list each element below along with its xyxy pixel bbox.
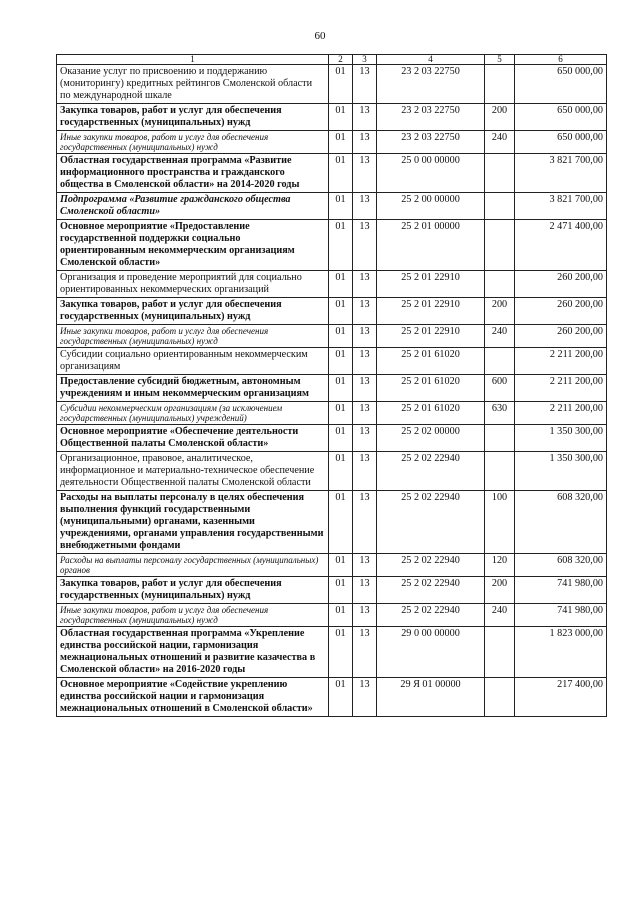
row-name-cell: Закупка товаров, работ и услуг для обеспечения государственных (муниципальных) нужд [57,577,329,604]
row-expense-type-cell [485,452,515,491]
row-subsection-cell: 13 [353,131,377,154]
row-section-cell: 01 [329,193,353,220]
header-col-2: 2 [329,55,353,65]
row-target-article-cell: 25 2 02 22940 [377,604,485,627]
row-expense-type-cell: 120 [485,554,515,577]
row-subsection-cell: 13 [353,65,377,104]
row-expense-type-cell: 200 [485,104,515,131]
row-section-cell: 01 [329,452,353,491]
row-amount-cell: 260 200,00 [515,325,607,348]
row-expense-type-cell [485,193,515,220]
table-row [57,604,607,627]
row-subsection-cell: 13 [353,104,377,131]
row-section-cell: 01 [329,678,353,717]
row-expense-type-cell: 240 [485,131,515,154]
row-target-article-cell: 29 Я 01 00000 [377,678,485,717]
row-name-cell: Оказание услуг по присвоению и поддержанию (мониторингу) кредитных рейтингов Смоленской области по международной шкале [57,65,329,104]
row-name-cell: Субсидии социально ориентированным некоммерческим организациям [57,348,329,375]
row-expense-type-cell [485,220,515,271]
table-row [57,104,607,131]
row-section-cell: 01 [329,425,353,452]
row-subsection-cell: 13 [353,452,377,491]
row-amount-cell: 217 400,00 [515,678,607,717]
row-amount-cell: 2 211 200,00 [515,348,607,375]
row-amount-cell: 741 980,00 [515,604,607,627]
row-subsection-cell: 13 [353,220,377,271]
table-body [57,65,607,717]
row-target-article-cell: 25 2 00 00000 [377,193,485,220]
row-name-cell: Закупка товаров, работ и услуг для обеспечения государственных (муниципальных) нужд [57,298,329,325]
row-expense-type-cell [485,271,515,298]
row-name-cell: Расходы на выплаты персоналу в целях обеспечения выполнения функций государственными (муниципальными) органами, казенными учреждениями, органами управления государственными внебюджетными фондами [57,491,329,554]
table-row [57,577,607,604]
table-row [57,678,607,717]
row-subsection-cell: 13 [353,604,377,627]
row-amount-cell: 741 980,00 [515,577,607,604]
row-target-article-cell: 23 2 03 22750 [377,131,485,154]
row-target-article-cell: 25 2 01 22910 [377,325,485,348]
row-target-article-cell: 25 2 02 22940 [377,452,485,491]
row-subsection-cell: 13 [353,348,377,375]
row-subsection-cell: 13 [353,491,377,554]
table-row [57,491,607,554]
table-row [57,271,607,298]
row-expense-type-cell: 600 [485,375,515,402]
row-subsection-cell: 13 [353,402,377,425]
table-row [57,425,607,452]
table-row [57,220,607,271]
row-expense-type-cell [485,425,515,452]
table-row [57,298,607,325]
row-section-cell: 01 [329,491,353,554]
row-target-article-cell: 25 2 02 22940 [377,554,485,577]
row-expense-type-cell [485,627,515,678]
row-amount-cell: 260 200,00 [515,271,607,298]
row-subsection-cell: 13 [353,627,377,678]
row-amount-cell: 608 320,00 [515,491,607,554]
row-section-cell: 01 [329,375,353,402]
table-row [57,325,607,348]
row-expense-type-cell: 240 [485,325,515,348]
row-section-cell: 01 [329,65,353,104]
row-section-cell: 01 [329,325,353,348]
row-name-cell: Иные закупки товаров, работ и услуг для обеспечения государственных (муниципальных) нужд [57,325,329,348]
row-target-article-cell: 25 0 00 00000 [377,154,485,193]
table-row [57,65,607,104]
row-section-cell: 01 [329,348,353,375]
row-target-article-cell: 25 2 02 22940 [377,577,485,604]
row-name-cell: Основное мероприятие «Содействие укреплению единства российской нации и гармонизация межнациональных отношений в Смоленской области» [57,678,329,717]
row-name-cell: Основное мероприятие «Обеспечение деятельности Общественной палаты Смоленской области» [57,425,329,452]
header-col-1: 1 [57,55,329,65]
row-subsection-cell: 13 [353,193,377,220]
row-name-cell: Иные закупки товаров, работ и услуг для обеспечения государственных (муниципальных) нужд [57,604,329,627]
row-target-article-cell: 23 2 03 22750 [377,65,485,104]
table-row [57,402,607,425]
table-row [57,452,607,491]
row-amount-cell: 3 821 700,00 [515,193,607,220]
header-col-5: 5 [485,55,515,65]
row-section-cell: 01 [329,104,353,131]
row-expense-type-cell [485,154,515,193]
row-amount-cell: 2 211 200,00 [515,375,607,402]
header-col-6: 6 [515,55,607,65]
row-amount-cell: 3 821 700,00 [515,154,607,193]
row-section-cell: 01 [329,298,353,325]
row-section-cell: 01 [329,220,353,271]
row-amount-cell: 650 000,00 [515,131,607,154]
table-row [57,154,607,193]
row-amount-cell: 2 211 200,00 [515,402,607,425]
row-subsection-cell: 13 [353,298,377,325]
row-section-cell: 01 [329,604,353,627]
page-number: 60 [314,30,326,42]
row-subsection-cell: 13 [353,325,377,348]
row-expense-type-cell [485,348,515,375]
row-section-cell: 01 [329,577,353,604]
row-name-cell: Основное мероприятие «Предоставление государственной поддержки социально ориентированным некоммерческим организациям Смоленской области» [57,220,329,271]
row-name-cell: Организация и проведение мероприятий для социально ориентированных некоммерческих организаций [57,271,329,298]
row-section-cell: 01 [329,271,353,298]
row-name-cell: Областная государственная программа «Укрепление единства российской нации, гармонизация межнациональных отношений и развитие казачества в Смоленской области» на 2016-2020 годы [57,627,329,678]
row-name-cell: Иные закупки товаров, работ и услуг для обеспечения государственных (муниципальных) нужд [57,131,329,154]
row-name-cell: Подпрограмма «Развитие гражданского общества Смоленской области» [57,193,329,220]
table-header-row [57,55,607,65]
row-subsection-cell: 13 [353,271,377,298]
row-subsection-cell: 13 [353,678,377,717]
row-subsection-cell: 13 [353,425,377,452]
row-section-cell: 01 [329,627,353,678]
row-expense-type-cell: 240 [485,604,515,627]
row-subsection-cell: 13 [353,554,377,577]
row-section-cell: 01 [329,554,353,577]
row-amount-cell: 1 350 300,00 [515,425,607,452]
row-amount-cell: 1 823 000,00 [515,627,607,678]
row-target-article-cell: 25 2 01 61020 [377,402,485,425]
row-expense-type-cell: 200 [485,577,515,604]
row-name-cell: Расходы на выплаты персоналу государственных (муниципальных) органов [57,554,329,577]
row-amount-cell: 260 200,00 [515,298,607,325]
row-expense-type-cell [485,678,515,717]
row-name-cell: Организационное, правовое, аналитическое, информационное и материально-техническое обеспечение деятельности Общественной палаты Смоленской области [57,452,329,491]
budget-table [56,54,607,717]
table-row [57,627,607,678]
row-subsection-cell: 13 [353,577,377,604]
row-section-cell: 01 [329,402,353,425]
table-row [57,131,607,154]
row-target-article-cell: 25 2 02 00000 [377,425,485,452]
row-name-cell: Областная государственная программа «Развитие информационного пространства и гражданского общества в Смоленской области» на 2014-2020 годы [57,154,329,193]
row-amount-cell: 2 471 400,00 [515,220,607,271]
row-target-article-cell: 25 2 01 61020 [377,375,485,402]
table-row [57,554,607,577]
row-expense-type-cell: 200 [485,298,515,325]
row-target-article-cell: 25 2 02 22940 [377,491,485,554]
row-section-cell: 01 [329,131,353,154]
row-target-article-cell: 29 0 00 00000 [377,627,485,678]
table-row [57,348,607,375]
row-target-article-cell: 25 2 01 22910 [377,271,485,298]
row-target-article-cell: 23 2 03 22750 [377,104,485,131]
row-name-cell: Закупка товаров, работ и услуг для обеспечения государственных (муниципальных) нужд [57,104,329,131]
row-target-article-cell: 25 2 01 61020 [377,348,485,375]
row-name-cell: Предоставление субсидий бюджетным, автономным учреждениям и иным некоммерческим организациям [57,375,329,402]
row-amount-cell: 650 000,00 [515,65,607,104]
row-amount-cell: 650 000,00 [515,104,607,131]
row-subsection-cell: 13 [353,154,377,193]
row-expense-type-cell [485,65,515,104]
table-row [57,375,607,402]
header-col-4: 4 [377,55,485,65]
row-subsection-cell: 13 [353,375,377,402]
row-target-article-cell: 25 2 01 22910 [377,298,485,325]
table-row [57,193,607,220]
row-name-cell: Субсидии некоммерческим организациям (за исключением государственных (муниципальных) учреждений) [57,402,329,425]
row-section-cell: 01 [329,154,353,193]
row-amount-cell: 608 320,00 [515,554,607,577]
row-amount-cell: 1 350 300,00 [515,452,607,491]
row-target-article-cell: 25 2 01 00000 [377,220,485,271]
header-col-3: 3 [353,55,377,65]
row-expense-type-cell: 100 [485,491,515,554]
row-expense-type-cell: 630 [485,402,515,425]
